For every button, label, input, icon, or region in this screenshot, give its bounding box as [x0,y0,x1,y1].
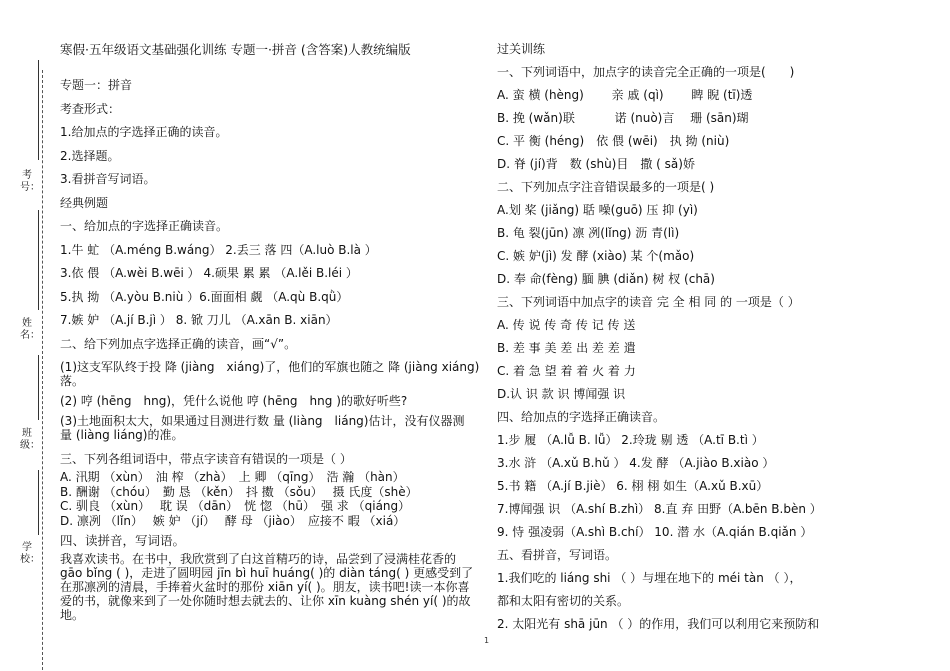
left-lines-2 [60,448,480,470]
kaohao-label: 考号： [20,170,40,193]
text-line: 1.我们吃的 liáng shi （ ）与埋在地下的 méi tàn （ ）， [497,571,802,585]
text-line: D.认 识 款 识 博闻强 识 [497,387,626,401]
page-number: 1 [484,636,490,645]
binding-margin [0,0,52,671]
text-line: D. 奉 命(fèng) 腼 腆 (diǎn) 树 杈 (chā) [497,272,715,286]
text-line: 四、给加点的字选择正确读音。 [497,410,666,424]
right-column [497,38,857,636]
text-line: A. 蛮 横 (hèng) 亲 戚 (qì) 睥 睨 (tī)透 [497,88,753,102]
text-line: 5.书 籍 （A.jí B.jiè） 6. 栩 栩 如生（A.xǔ B.xū） [497,479,769,493]
left-options [60,470,480,528]
text-line: 3.水 浒 （A.xǔ B.hǔ ） 4.发 酵 （A.jiào B.xiào ） [497,456,775,470]
kaohao-underline [38,60,39,160]
text-line: 7.嫉 妒 （A.jí B.jì ） 8. 锨 刀儿 （A.xān B. xiān） [60,313,338,327]
text-line: 都和太阳有密切的关系。 [497,594,630,608]
text-line: D. 凛冽 （lǐn） 嫉 妒 （jí） 酵 母 （jiào） 应接不 暇 （xiá） [60,513,406,528]
text-line: B. 酬谢 （chóu） 勤 恳 （kěn） 抖 擞 （sǒu） 摄 氏度（shè） [60,484,418,499]
text-line: 二、下列加点字注音错误最多的一项是( ) [497,180,715,194]
text-line: 一、给加点的字选择正确读音。 [60,219,229,233]
text-line: 1.牛 虻 （A.méng B.wáng） 2.丢三 落 四（A.luò B.là ） [60,242,377,257]
text-line: 三、下列词语中加点字的读音 完 全 相 同 的 一项是（ ） [497,295,800,309]
left-lines [60,74,480,356]
banji-underline [38,355,39,420]
text-line: 一、下列词语中，加点字的读音完全正确的一项是( ) [497,65,795,79]
reading-paragraph: 我喜欢读书。在书中，我欣赏到了白这首精巧的诗，品尝到了浸满桂花香的 gāo bǐng ( )，走进了圆明园 jīn bì huī huáng( )的 diàn táng( ) 更感受到了在那凛冽的清晨，手捧着火盆时的那份 xiān yí( )。朋友，读书吧!读一本你喜爱的书，就像来到了一处你随时想去就去的、让你 xīn kuàng shén yí( )的故地。 [60,552,474,622]
text-line: 三、下列各组词语中，带点字读音有错误的一项是（ ） [60,452,352,466]
text-line: B. 挽 (wǎn)联 诺 (nuò)言 珊 (sān)瑚 [497,111,749,125]
text-line: A. 汛期 （xùn） 油 榨 （zhà） 上 卿 （qīng） 浩 瀚 （hàn） [60,470,405,484]
text-line: 五、看拼音，写词语。 [497,548,618,562]
text-line: A. 传 说 传 奇 传 记 传 送 [497,318,636,332]
text-line: (2) 哼 (hēng hng)，凭什么说他 哼 (hēng hng )的歌好听些? [60,394,408,408]
text-line: C. 着 急 望 着 着 火 着 力 [497,364,636,378]
text-line: 3.依 偎 （A.wèi B.wēi ） 4.硕果 累 累 （A.lěi B.léi ） [60,266,358,280]
text-line: 1.给加点的字选择正确的读音。 [60,125,228,139]
left-column [60,40,480,622]
text-line: A.划 桨 (jiǎng) 聒 噪(guō) 压 抑 (yì) [497,203,698,217]
text-line: 专题一：拼音 [60,78,133,92]
text-line: B. 龟 裂(jūn) 凛 冽(lǐng) 沥 青(lì) [497,226,680,240]
xuexiao-underline [38,470,39,535]
text-line: 7.博闻强 识 （A.shí B.zhì） 8.直 弃 田野（A.bēn B.bèn ） [497,502,822,516]
text-line: 9. 恃 强凌弱（A.shì B.chí） 10. 潜 水（A.qián B.qiǎn ） [497,525,813,539]
text-line: C. 驯良 （xùn） 耽 误 （dān） 恍 惚 （hū） 强 求 （qiáng） [60,499,411,513]
text-line: 3.看拼音写词语。 [60,172,156,186]
text-line: C. 嫉 妒(jì) 发 酵 (xiào) 某 个(mǎo) [497,249,695,263]
fold-line [42,70,43,670]
text-line: C. 平 衡 (héng) 依 偎 (wēi) 执 拗 (niù) [497,134,730,148]
left-wrap-lines [60,360,480,442]
text-line: 经典例题 [60,195,109,210]
text-line: 二、给下列加点字选择正确的读音，画“√”。 [60,336,297,351]
banji-label: 班级： [20,428,40,451]
text-line: 5.执 拗 （A.yòu B.niù ）6.面面相 觑 （A.qù B.qǜ） [60,289,349,304]
text-line: D. 脊 (jí)背 数 (shù)目 撒 ( sǎ)娇 [497,157,695,171]
text-line: 2. 太阳光有 shā jūn （ ）的作用，我们可以利用它来预防和 [497,617,820,631]
text-line: 2.选择题。 [60,148,120,163]
xingming-underline [38,210,39,310]
xingming-label: 姓名： [20,318,40,341]
document-title: 寒假·五年级语文基础强化训练 专题一·拼音 (含答案)人教统编版 [60,42,411,57]
text-line: (3)土地面积太大，如果通过目测进行数 量 (liàng liáng)估计，没有仪器测 量 (liàng liáng)的准。 [60,414,465,442]
text-line: (1)这支军队终于投 降 (jiàng xiáng)了，他们的军旗也随之 降 (jiàng xiáng)落。 [60,360,480,388]
section-4-heading: 四、读拼音，写词语。 [60,533,186,548]
text-line: 过关训练 [497,42,546,56]
text-line: 1.步 履 （A.lǚ B. lǚ） 2.玲珑 剔 透 （A.tī B.tì ） [497,433,764,447]
xuexiao-label: 学校： [20,542,40,565]
text-line: B. 差 事 美 差 出 差 差 遣 [497,341,636,355]
text-line: 考查形式： [60,101,121,116]
right-lines [497,38,857,636]
